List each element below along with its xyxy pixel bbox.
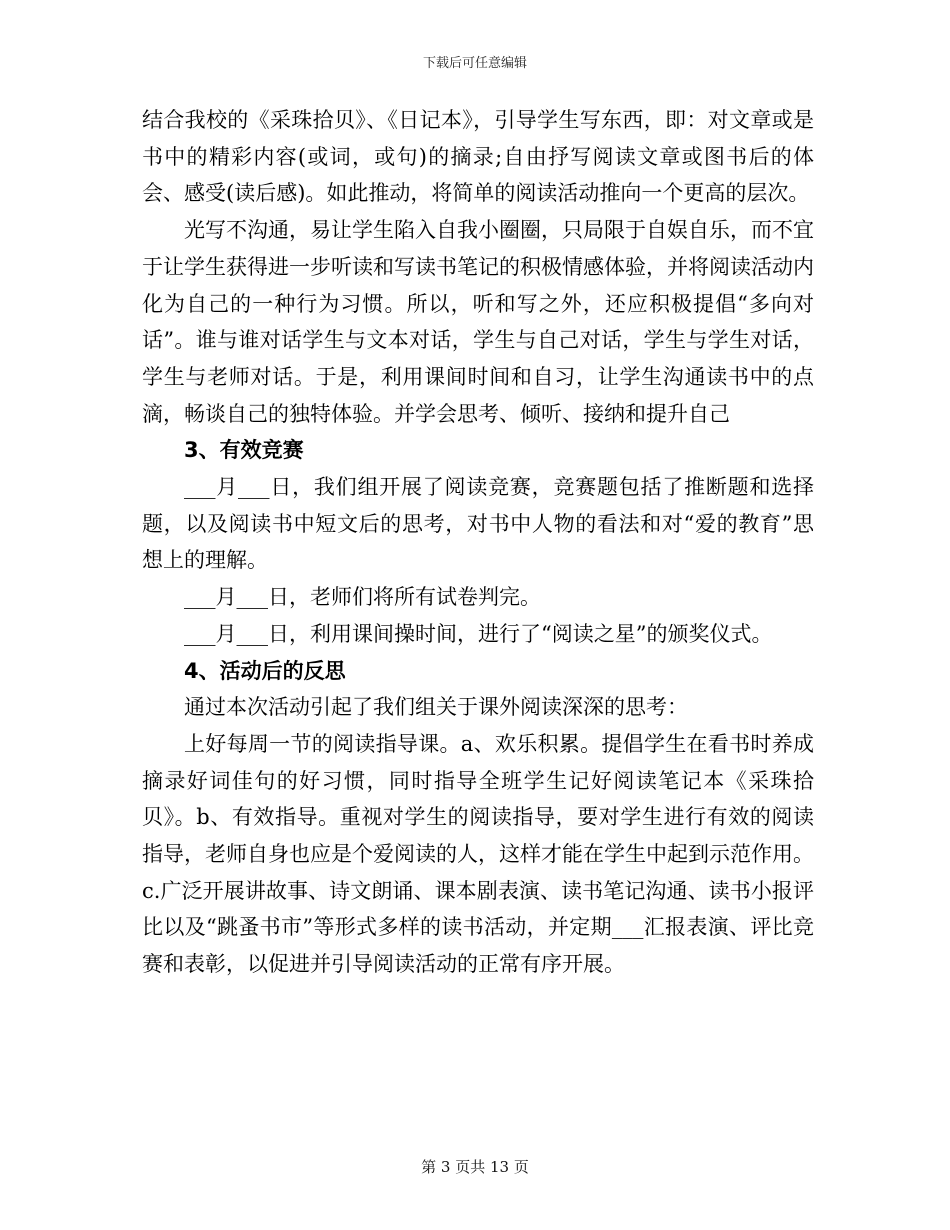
section-heading-4: 4、活动后的反思	[184, 658, 346, 683]
page-header: 下载后可任意编辑	[422, 56, 527, 71]
paragraph-5: ___月___日，利用课间操时间，进行了“阅读之星”的颁奖仪式。	[184, 621, 773, 646]
paragraph-3: ___月___日，我们组开展了阅读竞赛，竞赛题包括了推断题和选择题，以及阅读书中短文后的思考，对书中人物的看法和对“爱的教育”思想上的理解。	[142, 475, 814, 573]
paragraph-4: ___月___日，老师们将所有试卷判完。	[184, 585, 541, 610]
document-body	[142, 102, 814, 983]
paragraph-2: 光写不沟通，易让学生陷入自我小圈圈，只局限于自娱自乐，而不宜于让学生获得进一步听读和写读书笔记的积极情感体验，并将阅读活动内化为自己的一种行为习惯。所以，听和写之外，还应积极提倡“多向对话”。谁与谁对话学生与文本对话，学生与自己对话，学生与学生对话，学生与老师对话。于是，利用课间时间和自习，让学生沟通读书中的点滴，畅谈自己的独特体验。并学会思考、倾听、接纳和提升自己	[142, 218, 814, 426]
section-heading-3: 3、有效竞赛	[184, 438, 304, 463]
paragraph-1: 结合我校的《采珠拾贝》、《日记本》，引导学生写东西，即：对文章或是书中的精彩内容(或词，或句)的摘录;自由抒写阅读文章或图书后的体会、感受(读后感)。如此推动，将简单的阅读活动推向一个更高的层次。	[142, 108, 814, 206]
paragraph-7: 上好每周一节的阅读指导课。a、欢乐积累。提倡学生在看书时养成摘录好词佳句的好习惯，同时指导全班学生记好阅读笔记本《采珠拾贝》。b、有效指导。重视对学生的阅读指导，要对学生进行有效的阅读指导，老师自身也应是个爱阅读的人，这样才能在学生中起到示范作用。c.广泛开展讲故事、诗文朗诵、课本剧表演、读书笔记沟通、读书小报评比以及“跳蚤书市”等形式多样的读书活动，并定期___汇报表演、评比竞赛和表彰，以促进并引导阅读活动的正常有序开展。	[142, 731, 814, 977]
paragraph-6: 通过本次活动引起了我们组关于课外阅读深深的思考：	[184, 695, 688, 720]
page-footer: 第 3 页共 13 页	[421, 1158, 529, 1176]
